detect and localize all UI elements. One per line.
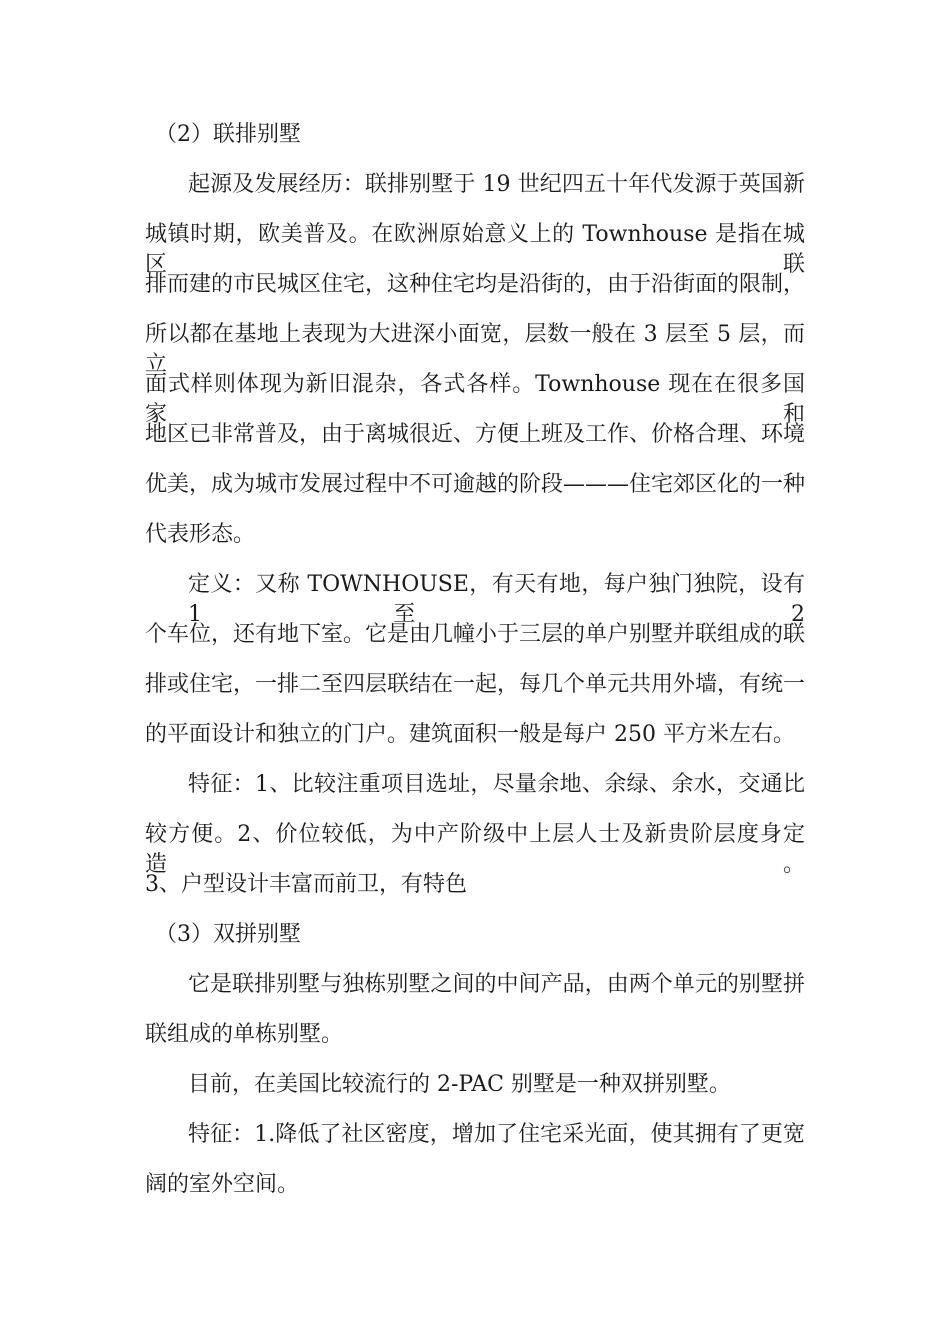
paragraph-line: 定义：又称 TOWNHOUSE，有天有地，每户独门独院，设有 1 至 2 xyxy=(188,572,805,627)
section-heading-semi-detached: （3）双拼别墅 xyxy=(155,922,301,947)
paragraph-line: 排而建的市民城区住宅，这种住宅均是沿街的，由于沿街面的限制， xyxy=(145,272,806,297)
paragraph-line: 地区已非常普及，由于离城很近、方便上班及工作、价格合理、环境 xyxy=(145,422,806,447)
paragraph-line: 城镇时期，欧美普及。在欧洲原始意义上的 Townhouse 是指在城区联 xyxy=(145,222,805,277)
paragraph-line: 较方便。2、价位较低，为中产阶级中上层人士及新贵阶层度身定造。 xyxy=(145,822,805,877)
paragraph-line: 联组成的单栋别墅。 xyxy=(145,1022,344,1047)
paragraph-line: 所以都在基地上表现为大进深小面宽，层数一般在 3 层至 5 层，而立 xyxy=(145,322,805,377)
paragraph-line: 目前，在美国比较流行的 2-PAC 别墅是一种双拼别墅。 xyxy=(188,1072,731,1097)
paragraph-line: 优美，成为城市发展过程中不可逾越的阶段———住宅郊区化的一种 xyxy=(145,472,806,497)
paragraph-line: 代表形态。 xyxy=(145,522,256,547)
paragraph-line: 个车位，还有地下室。它是由几幢小于三层的单户别墅并联组成的联 xyxy=(145,622,806,647)
paragraph-line: 的平面设计和独立的门户。建筑面积一般是每户 250 平方米左右。 xyxy=(145,722,795,747)
paragraph-line: 面式样则体现为新旧混杂，各式各样。Townhouse 现在在很多国家和 xyxy=(145,372,805,427)
paragraph-line: 它是联排别墅与独栋别墅之间的中间产品，由两个单元的别墅拼 xyxy=(188,972,805,997)
paragraph-line: 起源及发展经历：联排别墅于 19 世纪四五十年代发源于英国新 xyxy=(188,172,805,197)
paragraph-line: 3、户型设计丰富而前卫，有特色 xyxy=(145,872,467,897)
paragraph-line: 特征：1、比较注重项目选址，尽量余地、余绿、余水，交通比 xyxy=(188,772,805,797)
paragraph-line: 阔的室外空间。 xyxy=(145,1172,300,1197)
paragraph-line: 排或住宅，一排二至四层联结在一起，每几个单元共用外墙，有统一 xyxy=(145,672,806,697)
section-heading-townhouse: （2）联排别墅 xyxy=(155,122,301,147)
paragraph-line: 特征：1.降低了社区密度，增加了住宅采光面，使其拥有了更宽 xyxy=(188,1122,805,1147)
